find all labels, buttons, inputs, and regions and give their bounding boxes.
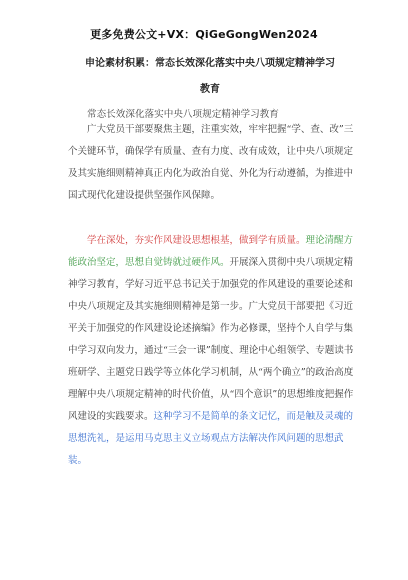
highlight-red-sentence: 学在深处，夯实作风建设思想根基，做到学有质量。 (87, 235, 306, 246)
highlight-blue-sentence: 这种学习不是简单的条文记忆，而是触及灵魂的思想洗礼，是运用马克思主义立场观点方法解决作风问题的思想武装。 (68, 411, 354, 466)
paragraph-2-body: 开展深入贯彻中央八项规定精神学习教育，学好习近平总书记关于加强党的作风建设的重要论述和中央八项规定及其实施细则精神是第一步。广大党员干部要把《习近平关于加强党的作风建设论述摘编》作为必修课，坚持个人自学与集中学习双向发力，通过“三会一课”制度、理论中心组领学、专题读书班研学、主题党日践学等立体化学习机制，从“两个确立”的政治高度理解中央八项规定精神的时代价值，从“四个意识”的思想维度把握作风建设的实践要求。 (68, 257, 354, 422)
paragraph-2 (68, 230, 354, 472)
article-title-line-2: 教育 (200, 84, 220, 95)
article-subtitle: 常态长效深化落实中央八项规定精神学习教育 (87, 109, 279, 120)
paragraph-1: 广大党员干部要聚焦主题，注重实效，牢牢把握“学、查、改”三个关键环节，确保学有质量、查有力度、改有成效，让中央八项规定及其实施细则精神真正内化为政治自觉、外化为行动遵循，为推进中国式现代化建设提供坚强作风保障。 (68, 124, 354, 201)
highlight-green-sentence: 理论清醒方能政治坚定，思想自觉铸就过硬作风。 (68, 235, 354, 268)
article-title-line-1: 申论素材积累：常态长效深化落实中央八项规定精神学习 (85, 58, 335, 69)
promo-header: 更多免费公文+VX：QiGeGongWen2024 (90, 28, 318, 41)
